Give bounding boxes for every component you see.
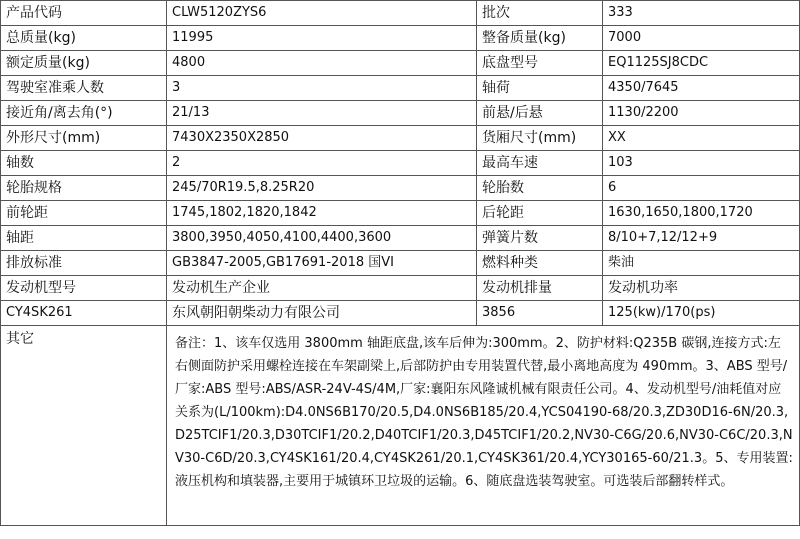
spec-label: 最高车速 xyxy=(477,151,603,176)
spec-value: 4350/7645 xyxy=(603,76,800,101)
spec-row xyxy=(1,251,800,276)
spec-label: 前悬/后悬 xyxy=(477,101,603,126)
spec-value: 3 xyxy=(167,76,477,101)
spec-value: EQ1125SJ8CDC xyxy=(603,51,800,76)
spec-row xyxy=(1,151,800,176)
spec-row xyxy=(1,1,800,26)
spec-value: 21/13 xyxy=(167,101,477,126)
spec-value: XX xyxy=(603,126,800,151)
other-row xyxy=(1,326,800,526)
spec-label: 驾驶室准乘人数 xyxy=(1,76,167,101)
other-label: 其它 xyxy=(1,326,167,526)
spec-value: 7000 xyxy=(603,26,800,51)
spec-label: 排放标准 xyxy=(1,251,167,276)
spec-value: 7430X2350X2850 xyxy=(167,126,477,151)
engine-model-label: 发动机型号 xyxy=(1,276,167,301)
spec-label: 总质量(kg) xyxy=(1,26,167,51)
spec-value: 2 xyxy=(167,151,477,176)
spec-value: CLW5120ZYS6 xyxy=(167,1,477,26)
spec-value: 11995 xyxy=(167,26,477,51)
engine-maker-label: 发动机生产企业 xyxy=(167,276,477,301)
spec-value: 1630,1650,1800,1720 xyxy=(603,201,800,226)
spec-value: GB3847-2005,GB17691-2018 国VI xyxy=(167,251,477,276)
spec-label: 轴荷 xyxy=(477,76,603,101)
engine-header-row xyxy=(1,276,800,301)
engine-power-label: 发动机功率 xyxy=(603,276,800,301)
spec-value: 1745,1802,1820,1842 xyxy=(167,201,477,226)
spec-label: 整备质量(kg) xyxy=(477,26,603,51)
spec-value: 柴油 xyxy=(603,251,800,276)
spec-label: 前轮距 xyxy=(1,201,167,226)
spec-label: 产品代码 xyxy=(1,1,167,26)
engine-power-value: 125(kw)/170(ps) xyxy=(603,301,800,326)
spec-value: 6 xyxy=(603,176,800,201)
spec-row xyxy=(1,226,800,251)
spec-value: 333 xyxy=(603,1,800,26)
spec-row xyxy=(1,201,800,226)
spec-body xyxy=(1,1,800,526)
spec-label: 燃料种类 xyxy=(477,251,603,276)
spec-label: 轮胎数 xyxy=(477,176,603,201)
spec-label: 接近角/离去角(°) xyxy=(1,101,167,126)
spec-label: 批次 xyxy=(477,1,603,26)
spec-row xyxy=(1,26,800,51)
spec-label: 货厢尺寸(mm) xyxy=(477,126,603,151)
spec-value: 103 xyxy=(603,151,800,176)
spec-value: 4800 xyxy=(167,51,477,76)
spec-label: 后轮距 xyxy=(477,201,603,226)
spec-value: 3800,3950,4050,4100,4400,3600 xyxy=(167,226,477,251)
spec-label: 轮胎规格 xyxy=(1,176,167,201)
spec-label: 外形尺寸(mm) xyxy=(1,126,167,151)
spec-row xyxy=(1,176,800,201)
spec-row xyxy=(1,76,800,101)
engine-model-value: CY4SK261 xyxy=(1,301,167,326)
engine-value-row xyxy=(1,301,800,326)
spec-row xyxy=(1,51,800,76)
engine-displacement-label: 发动机排量 xyxy=(477,276,603,301)
spec-value: 245/70R19.5,8.25R20 xyxy=(167,176,477,201)
other-notes: 备注：1、该车仅选用 3800mm 轴距底盘,该车后伸为:300mm。2、防护材料:Q235B 碳钢,连接方式:左右侧面防护采用螺栓连接在车架副梁上,后部防护由专用装置代替,最小离地高度为 490mm。3、ABS 型号/厂家:ABS 型号:ABS/ASR-24V-4S/4M,厂家:襄阳东风隆诚机械有限责任公司。4、发动机型号/油耗值对应关系为(L/100km):D4.0NS6B170/20.5,D4.0NS6B185/20.4,YCS04190-68/20.3,ZD30D16-6N/20.3,D25TCIF1/20.3,D30TCIF1/20.2,D40TCIF1/20.3,D45TCIF1/20.2,NV30-C6G/20.6,NV30-C6C/20.3,NV30-C6D/20.3,CY4SK161/20.4,CY4SK261/20.1,CY4SK361/20.4,YCY30165-60/21.3。5、专用装置:液压机构和填装器,主要用于城镇环卫垃圾的运输。6、随底盘选装驾驶室。可选装后部翻转样式。 xyxy=(167,326,800,526)
spec-label: 轴数 xyxy=(1,151,167,176)
spec-value: 8/10+7,12/12+9 xyxy=(603,226,800,251)
spec-value: 1130/2200 xyxy=(603,101,800,126)
spec-label: 底盘型号 xyxy=(477,51,603,76)
spec-label: 弹簧片数 xyxy=(477,226,603,251)
spec-label: 额定质量(kg) xyxy=(1,51,167,76)
engine-displacement-value: 3856 xyxy=(477,301,603,326)
engine-maker-value: 东风朝阳朝柴动力有限公司 xyxy=(167,301,477,326)
spec-row xyxy=(1,126,800,151)
spec-label: 轴距 xyxy=(1,226,167,251)
spec-row xyxy=(1,101,800,126)
